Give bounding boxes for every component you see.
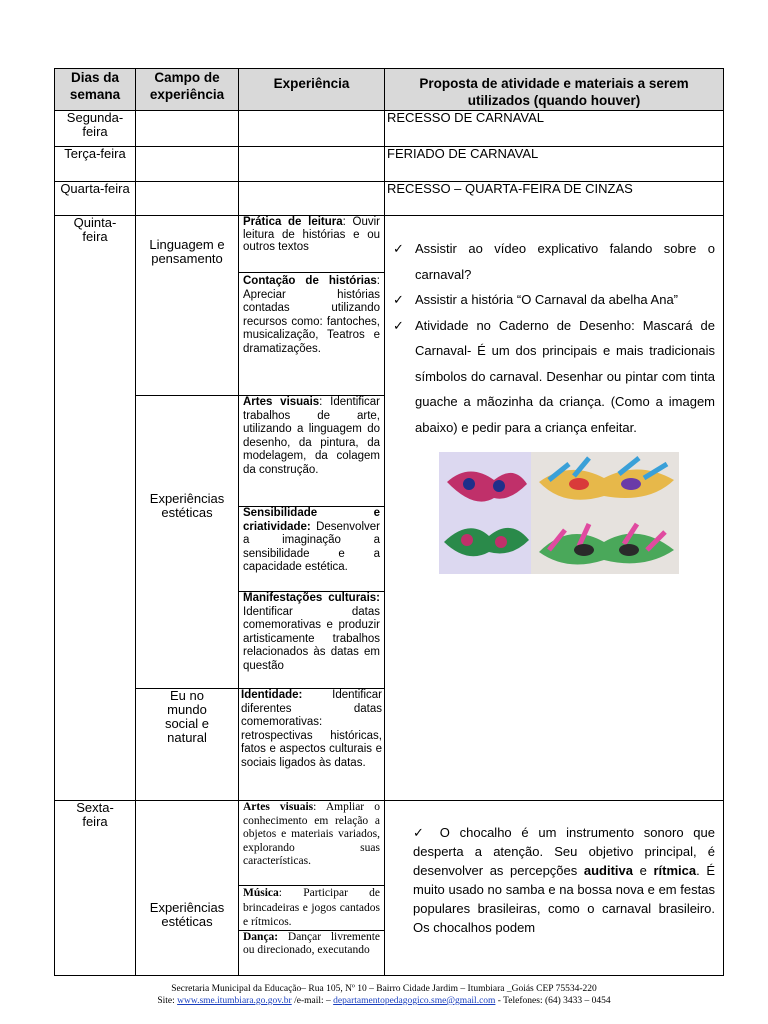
footer-contacts: Site: www.sme.itumbiara.go.gov.br /e-mail: – departamentopedagogico.sme@gmail.com - Telefones: (64) 3433 – 0454 [157,996,611,1006]
list-item: ✓ Assistir a história “O Carnaval da abelha Ana” [415,287,715,313]
header-experiencia: Experiência [239,69,385,111]
table-header-row [55,69,724,111]
email-link[interactable]: departamentopedagogico.sme@gmail.com [333,996,496,1006]
campo-cell: Experiências estéticas [136,396,239,689]
proposta-cell: RECESSO DE CARNAVAL [385,111,724,147]
header-proposta: Proposta de atividade e materiais a serem utilizados (quando houver) [385,69,724,111]
table-row [55,147,724,182]
list-item: ✓ Assistir ao vídeo explicativo falando sobre o carnaval? [415,236,715,287]
check-icon: ✓ [393,292,404,307]
experiencia-cell: Artes visuais: Ampliar o conhecimento em relação a objetos e materiais variados, explorando suas características. Música: Participar de brincadeiras e jogos cantados e rítmicos. Dança: Dançar livremente ou direcionado, executando [239,801,385,976]
site-link[interactable]: www.sme.itumbiara.go.gov.br [177,996,292,1006]
header-dias: Dias da semana [55,69,136,111]
campo-cell: Eu no mundo social e natural [136,689,239,801]
hand-mask-illustration [439,452,679,574]
day-cell: Segunda-feira [55,111,136,147]
header-campo: Campo de experiência [136,69,239,111]
table-row [55,111,724,147]
page-footer [0,983,768,1007]
experiencia-cell: Identidade: Identificar diferentes datas comemorativas: retrospectivas históricas, fatos e aspectos culturais e sociais ligados às datas. [239,689,385,801]
proposta-cell [385,216,724,801]
check-icon: ✓ [393,317,404,333]
campo-cell: Linguagem e pensamento [136,216,239,396]
proposta-cell [385,801,724,976]
campo-cell: Experiências estéticas [136,801,239,976]
proposta-cell: FERIADO DE CARNAVAL [385,147,724,182]
list-item: ✓ Atividade no Caderno de Desenho: Mascará de Carnaval- É um dos principais e mais tradicionais símbolos do carnaval. Desenhar ou pintar com tinta guache a mãozinha da criança. (Como a imagem abaixo) e pedir para a criança enfeitar. [415,313,715,441]
activity-checklist [387,236,721,440]
proposta-cell: RECESSO – QUARTA-FEIRA DE CINZAS [385,182,724,216]
day-cell: Quarta-feira [55,182,136,216]
table-row [55,216,724,396]
table-row [55,182,724,216]
day-cell: Terça-feira [55,147,136,182]
table-row [55,801,724,976]
day-cell: Sexta-feira [55,801,136,976]
chocalho-description: ✓ O chocalho é um instrumento sonoro que desperta a atenção. Seu objetivo principal, é desenvolver as percepções auditiva e rítmica. É muito usado no samba e na bossa nova e em festas populares brasileiras, como o carnaval brasileiro. Os chocalhos podem [413,825,715,935]
footer-address: Secretaria Municipal da Educação– Rua 105, Nº 10 – Bairro Cidade Jardim – Itumbiara _Goiás CEP 75534-220 [171,984,597,994]
experiencia-cell: Artes visuais: Identificar trabalhos de arte, utilizando a linguagem do desenho, da pintura, da modelagem, da colagem da construção. Sensibilidade e criatividade: Desenvolver a imaginação a sensibilidade e a capacidade estética. Manifestações culturais: Identificar datas comemorativas e produzir artisticamente trabalhos relacionados às datas em questão [239,396,385,689]
check-icon: ✓ [413,825,431,840]
lesson-plan-table [54,68,724,976]
day-cell: Quinta-feira [55,216,136,801]
experiencia-cell: Prática de leitura: Ouvir leitura de histórias e ou outros textos Contação de histórias: Apreciar histórias contadas utilizando recursos como: fantoches, musicalização, Teatros e dramatizações. [239,216,385,396]
carnival-mask-photo [439,452,679,574]
check-icon: ✓ [393,241,404,256]
